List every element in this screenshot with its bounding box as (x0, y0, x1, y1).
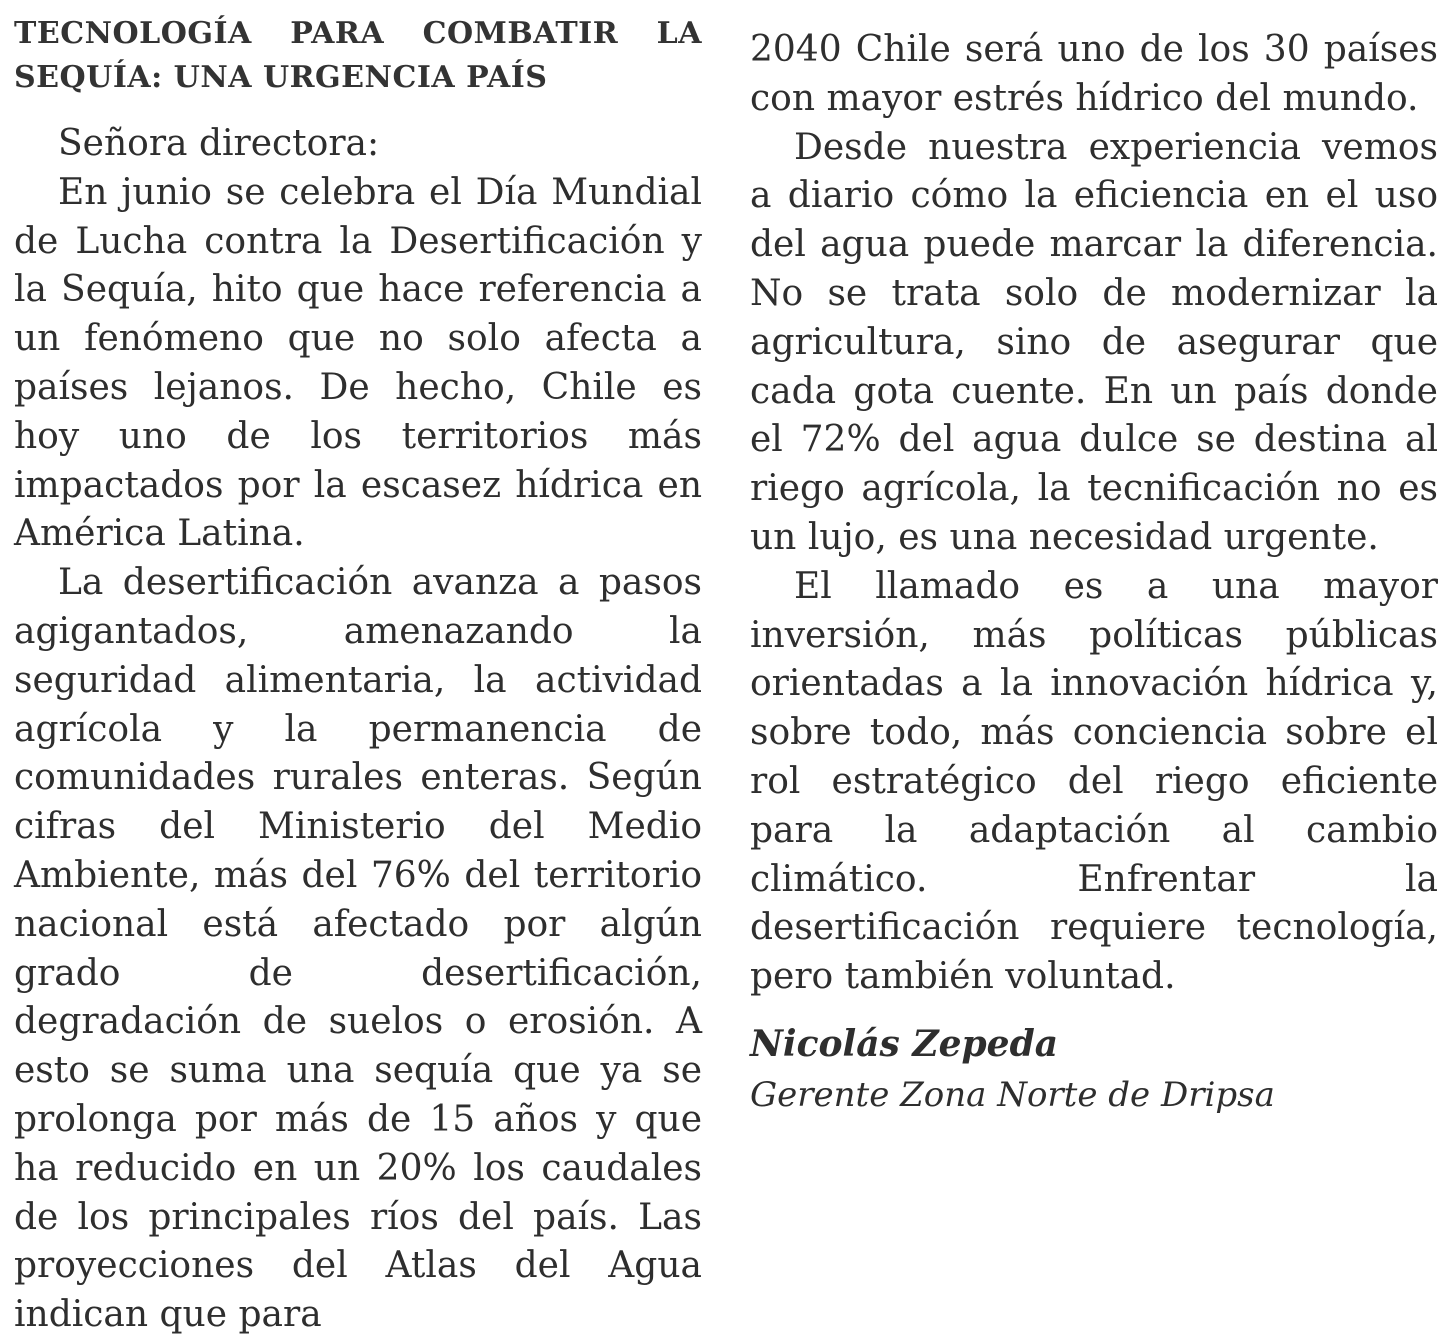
paragraph-2-start: La desertificación avanza a pasos agigantados, amenazando la seguridad alimentaria, la actividad agrícola y la permanencia de comunidades rurales enteras. Según cifras del Ministerio del Medio Ambiente, más del 76% del territorio nacional está afectado por algún grado de desertificación, degradación de suelos o erosión. A esto se suma una sequía que ya se prolonga por más de 15 años y que ha reducido en un 20% los caudales de los principales ríos del país. Las proyecciones del Atlas del Agua indican que para (14, 562, 702, 1336)
signature-name: Nicolás Zepeda (750, 1022, 1059, 1065)
salutation: Señora directora: (58, 123, 380, 164)
right-column (750, 26, 1438, 1120)
article-headline: TECNOLOGÍA PARA COMBATIR LA SEQUÍA: UNA URGENCIA PAÍS (14, 16, 702, 95)
signature-role: Gerente Zona Norte de Dripsa (750, 1074, 1275, 1115)
left-column (14, 0, 702, 1340)
signature-block (750, 1018, 1438, 1120)
paragraph-2-end: 2040 Chile será uno de los 30 países con mayor estrés hídrico del mundo. (750, 29, 1438, 119)
paragraph-3: Desde nuestra experiencia vemos a diario cómo la eficiencia en el uso del agua puede marcar la diferencia. No se trata solo de modernizar la agricultura, sino de asegurar que cada gota cuente. En un país donde el 72% del agua dulce se destina al riego agrícola, la tecnificación no es un lujo, es una necesidad urgente. (750, 126, 1438, 558)
paragraph-1: En junio se celebra el Día Mundial de Lucha contra la Desertificación y la Sequía, hito que hace referencia a un fenómeno que no solo afecta a países lejanos. De hecho, Chile es hoy uno de los territorios más impactados por la escasez hídrica en América Latina. (14, 171, 702, 555)
paragraph-4: El llamado es a una mayor inversión, más políticas públicas orientadas a la innovación hídrica y, sobre todo, más conciencia sobre el rol estratégico del riego eficiente para la adaptación al cambio climático. Enfrentar la desertificación requiere tecnología, pero también voluntad. (750, 565, 1438, 998)
